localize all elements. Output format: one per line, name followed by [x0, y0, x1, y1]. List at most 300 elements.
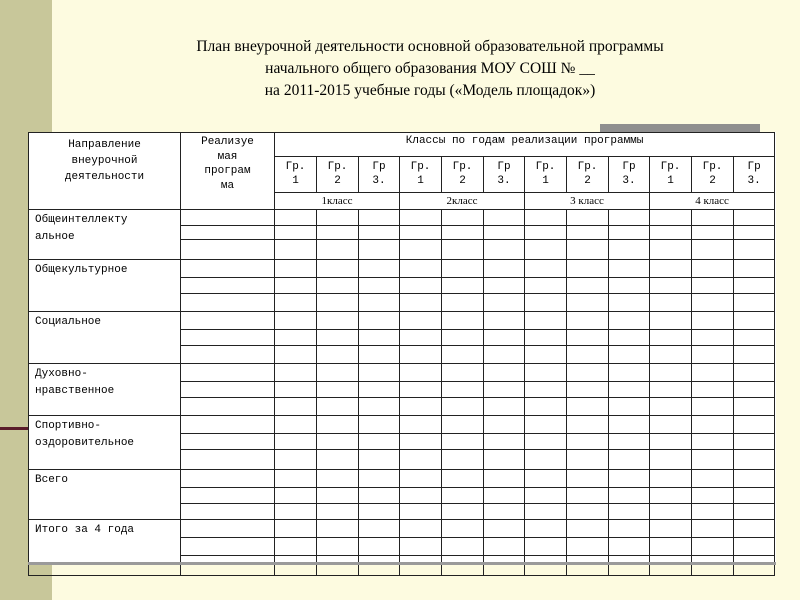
- class-cell: 1класс: [275, 193, 400, 210]
- data-cell: [609, 488, 650, 504]
- data-cell: [567, 312, 609, 330]
- header-direction: [29, 133, 181, 210]
- group-label: 3.: [747, 175, 761, 187]
- program-cell: [181, 240, 275, 260]
- program-cell: [181, 450, 275, 470]
- slide-title: [60, 36, 800, 102]
- data-cell: [359, 382, 400, 398]
- data-cell: [442, 346, 484, 364]
- row-label-line: Спортивно-: [35, 420, 102, 432]
- data-cell: [359, 556, 400, 576]
- data-cell: [609, 504, 650, 520]
- data-cell: [442, 260, 484, 278]
- data-cell: [650, 382, 692, 398]
- data-cell: [317, 364, 359, 382]
- data-cell: [275, 470, 317, 488]
- group-label: 1: [667, 175, 674, 187]
- group-label: 3.: [622, 175, 636, 187]
- data-cell: [692, 416, 734, 434]
- data-cell: [734, 210, 775, 226]
- data-cell: [484, 294, 525, 312]
- table-row: [29, 416, 775, 434]
- row-label: [29, 364, 181, 416]
- data-cell: [442, 434, 484, 450]
- data-cell: [525, 434, 567, 450]
- data-cell: [650, 556, 692, 576]
- data-cell: [650, 260, 692, 278]
- program-cell: [181, 364, 275, 382]
- data-cell: [734, 278, 775, 294]
- data-cell: [317, 226, 359, 240]
- data-cell: [609, 450, 650, 470]
- data-cell: [275, 488, 317, 504]
- data-cell: [525, 488, 567, 504]
- data-cell: [609, 294, 650, 312]
- data-cell: [275, 210, 317, 226]
- data-cell: [359, 416, 400, 434]
- data-cell: [317, 488, 359, 504]
- data-cell: [317, 312, 359, 330]
- data-cell: [567, 294, 609, 312]
- accent-bar: [600, 124, 760, 132]
- data-cell: [525, 450, 567, 470]
- row-label-line: Духовно-: [35, 368, 88, 380]
- data-cell: [400, 278, 442, 294]
- header-row: [29, 133, 775, 157]
- group-label: 2: [584, 175, 591, 187]
- data-cell: [525, 538, 567, 556]
- data-cell: [400, 434, 442, 450]
- data-cell: [442, 416, 484, 434]
- data-cell: [317, 382, 359, 398]
- data-cell: [484, 240, 525, 260]
- table-row: [29, 520, 775, 538]
- header-years: Классы по годам реализации программы: [275, 133, 775, 157]
- data-cell: [692, 294, 734, 312]
- data-cell: [734, 504, 775, 520]
- data-cell: [734, 240, 775, 260]
- data-cell: [567, 330, 609, 346]
- group-cell: [359, 157, 400, 193]
- program-cell: [181, 556, 275, 576]
- data-cell: [609, 312, 650, 330]
- data-cell: [484, 538, 525, 556]
- data-cell: [525, 382, 567, 398]
- data-cell: [734, 434, 775, 450]
- data-cell: [609, 364, 650, 382]
- data-cell: [317, 470, 359, 488]
- data-cell: [734, 556, 775, 576]
- data-cell: [567, 260, 609, 278]
- data-cell: [484, 278, 525, 294]
- data-cell: [400, 416, 442, 434]
- data-cell: [609, 330, 650, 346]
- data-cell: [317, 504, 359, 520]
- data-cell: [609, 278, 650, 294]
- data-cell: [359, 504, 400, 520]
- data-cell: [484, 504, 525, 520]
- data-cell: [359, 398, 400, 416]
- data-cell: [567, 210, 609, 226]
- data-cell: [609, 240, 650, 260]
- data-cell: [692, 382, 734, 398]
- group-label: Гр.: [327, 161, 348, 173]
- data-cell: [275, 240, 317, 260]
- program-cell: [181, 346, 275, 364]
- data-cell: [442, 538, 484, 556]
- data-cell: [525, 312, 567, 330]
- data-cell: [317, 416, 359, 434]
- row-label: [29, 520, 181, 576]
- data-cell: [484, 330, 525, 346]
- program-cell: [181, 538, 275, 556]
- data-cell: [734, 520, 775, 538]
- data-cell: [525, 226, 567, 240]
- data-cell: [692, 398, 734, 416]
- data-cell: [359, 312, 400, 330]
- data-cell: [359, 450, 400, 470]
- data-cell: [317, 278, 359, 294]
- data-cell: [359, 260, 400, 278]
- data-cell: [567, 434, 609, 450]
- group-label: Гр: [497, 161, 511, 173]
- data-cell: [525, 294, 567, 312]
- data-cell: [525, 330, 567, 346]
- data-cell: [442, 210, 484, 226]
- data-cell: [567, 520, 609, 538]
- group-label: Гр.: [452, 161, 473, 173]
- group-label: 2: [459, 175, 466, 187]
- header-program-line: ма: [220, 179, 235, 192]
- data-cell: [484, 226, 525, 240]
- data-cell: [692, 330, 734, 346]
- group-label: 1: [542, 175, 549, 187]
- data-cell: [484, 450, 525, 470]
- data-cell: [692, 450, 734, 470]
- row-label: [29, 210, 181, 260]
- data-cell: [400, 520, 442, 538]
- data-cell: [692, 210, 734, 226]
- class-cell: 3 класс: [525, 193, 650, 210]
- table-row: [29, 260, 775, 278]
- data-cell: [609, 398, 650, 416]
- row-label-line: Общекультурное: [35, 264, 128, 276]
- data-cell: [734, 538, 775, 556]
- data-cell: [317, 538, 359, 556]
- group-label: 3.: [372, 175, 386, 187]
- data-cell: [567, 398, 609, 416]
- data-cell: [567, 504, 609, 520]
- data-cell: [359, 278, 400, 294]
- data-cell: [734, 416, 775, 434]
- data-cell: [650, 210, 692, 226]
- data-cell: [567, 556, 609, 576]
- data-cell: [734, 364, 775, 382]
- data-cell: [275, 312, 317, 330]
- data-cell: [525, 240, 567, 260]
- group-cell: [484, 157, 525, 193]
- data-cell: [567, 364, 609, 382]
- data-cell: [650, 538, 692, 556]
- data-cell: [400, 470, 442, 488]
- data-cell: [609, 260, 650, 278]
- group-label: Гр.: [535, 161, 556, 173]
- data-cell: [525, 504, 567, 520]
- group-label: 3.: [497, 175, 511, 187]
- class-cell: 2класс: [400, 193, 525, 210]
- data-cell: [400, 398, 442, 416]
- data-cell: [359, 538, 400, 556]
- data-cell: [484, 556, 525, 576]
- data-cell: [442, 450, 484, 470]
- group-cell: [442, 157, 484, 193]
- data-cell: [275, 556, 317, 576]
- data-cell: [275, 416, 317, 434]
- program-cell: [181, 470, 275, 488]
- data-cell: [484, 470, 525, 488]
- group-cell: [650, 157, 692, 193]
- data-cell: [442, 312, 484, 330]
- data-cell: [442, 470, 484, 488]
- data-cell: [275, 294, 317, 312]
- program-cell: [181, 504, 275, 520]
- data-cell: [609, 434, 650, 450]
- data-cell: [692, 504, 734, 520]
- data-cell: [275, 450, 317, 470]
- data-cell: [567, 346, 609, 364]
- data-cell: [400, 210, 442, 226]
- data-cell: [317, 260, 359, 278]
- data-cell: [442, 240, 484, 260]
- data-cell: [567, 488, 609, 504]
- group-label: Гр.: [577, 161, 598, 173]
- data-cell: [442, 226, 484, 240]
- data-cell: [400, 488, 442, 504]
- data-cell: [484, 416, 525, 434]
- table-row: [29, 364, 775, 382]
- data-cell: [317, 450, 359, 470]
- data-cell: [359, 364, 400, 382]
- data-cell: [734, 260, 775, 278]
- data-cell: [609, 538, 650, 556]
- data-cell: [734, 312, 775, 330]
- data-cell: [275, 226, 317, 240]
- data-cell: [400, 364, 442, 382]
- data-cell: [400, 226, 442, 240]
- program-cell: [181, 294, 275, 312]
- data-cell: [650, 346, 692, 364]
- data-cell: [692, 538, 734, 556]
- data-cell: [442, 504, 484, 520]
- data-cell: [400, 450, 442, 470]
- data-cell: [525, 398, 567, 416]
- group-cell: [317, 157, 359, 193]
- data-cell: [567, 416, 609, 434]
- data-cell: [359, 226, 400, 240]
- data-cell: [317, 434, 359, 450]
- data-cell: [275, 260, 317, 278]
- data-cell: [275, 346, 317, 364]
- data-cell: [525, 470, 567, 488]
- data-cell: [400, 240, 442, 260]
- data-cell: [317, 520, 359, 538]
- header-direction-line: деятельности: [64, 171, 145, 183]
- program-cell: [181, 278, 275, 294]
- data-cell: [275, 330, 317, 346]
- data-cell: [359, 330, 400, 346]
- data-cell: [442, 330, 484, 346]
- data-cell: [609, 520, 650, 538]
- group-label: 1: [417, 175, 424, 187]
- data-cell: [650, 240, 692, 260]
- data-cell: [442, 278, 484, 294]
- data-cell: [650, 488, 692, 504]
- data-cell: [275, 504, 317, 520]
- row-label: [29, 470, 181, 520]
- data-cell: [484, 346, 525, 364]
- data-cell: [525, 520, 567, 538]
- data-cell: [650, 330, 692, 346]
- program-cell: [181, 434, 275, 450]
- plan-table: [28, 132, 775, 576]
- data-cell: [400, 312, 442, 330]
- group-cell: [692, 157, 734, 193]
- program-cell: [181, 330, 275, 346]
- data-cell: [650, 364, 692, 382]
- header-program-line: програм: [204, 165, 251, 177]
- row-label: [29, 312, 181, 364]
- data-cell: [567, 538, 609, 556]
- data-cell: [609, 226, 650, 240]
- data-cell: [525, 364, 567, 382]
- data-cell: [650, 470, 692, 488]
- group-cell: [525, 157, 567, 193]
- data-cell: [734, 226, 775, 240]
- data-cell: [734, 450, 775, 470]
- data-cell: [692, 312, 734, 330]
- table-row: [29, 312, 775, 330]
- data-cell: [692, 226, 734, 240]
- data-cell: [609, 382, 650, 398]
- data-cell: [692, 488, 734, 504]
- data-cell: [317, 398, 359, 416]
- program-cell: [181, 398, 275, 416]
- data-cell: [650, 398, 692, 416]
- data-cell: [525, 260, 567, 278]
- data-cell: [359, 294, 400, 312]
- data-cell: [734, 382, 775, 398]
- data-cell: [275, 278, 317, 294]
- program-cell: [181, 488, 275, 504]
- header-program-line: Реализуе: [201, 136, 254, 148]
- group-label: Гр: [622, 161, 636, 173]
- row-label-line: Итого за 4 года: [35, 524, 135, 536]
- data-cell: [400, 346, 442, 364]
- data-cell: [400, 538, 442, 556]
- header-program-line: мая: [217, 150, 238, 163]
- data-cell: [609, 416, 650, 434]
- row-label-line: оздоровительное: [35, 437, 135, 449]
- row-label: [29, 416, 181, 470]
- program-cell: [181, 520, 275, 538]
- group-cell: [734, 157, 775, 193]
- data-cell: [734, 398, 775, 416]
- data-cell: [484, 210, 525, 226]
- class-cell: 4 класс: [650, 193, 775, 210]
- data-cell: [734, 294, 775, 312]
- data-cell: [692, 240, 734, 260]
- data-cell: [442, 520, 484, 538]
- data-cell: [567, 240, 609, 260]
- data-cell: [359, 210, 400, 226]
- data-cell: [650, 226, 692, 240]
- group-label: 1: [292, 175, 299, 187]
- data-cell: [525, 210, 567, 226]
- data-cell: [692, 520, 734, 538]
- data-cell: [484, 398, 525, 416]
- program-cell: [181, 416, 275, 434]
- data-cell: [484, 520, 525, 538]
- data-cell: [359, 470, 400, 488]
- data-cell: [692, 470, 734, 488]
- title-line-2: начального общего образования МОУ СОШ № __: [265, 60, 595, 77]
- group-cell: [275, 157, 317, 193]
- title-line-1: План внеурочной деятельности основной образовательной программы: [196, 38, 664, 55]
- data-cell: [692, 364, 734, 382]
- data-cell: [275, 398, 317, 416]
- group-label: Гр: [372, 161, 386, 173]
- row-label-line: альное: [35, 231, 75, 243]
- data-cell: [317, 346, 359, 364]
- data-cell: [650, 450, 692, 470]
- data-cell: [484, 312, 525, 330]
- data-cell: [400, 556, 442, 576]
- data-cell: [442, 556, 484, 576]
- data-cell: [442, 488, 484, 504]
- data-cell: [692, 346, 734, 364]
- data-cell: [734, 488, 775, 504]
- data-cell: [484, 488, 525, 504]
- data-cell: [400, 260, 442, 278]
- data-cell: [692, 278, 734, 294]
- data-cell: [400, 382, 442, 398]
- data-cell: [442, 398, 484, 416]
- data-cell: [650, 278, 692, 294]
- data-cell: [567, 382, 609, 398]
- data-cell: [567, 470, 609, 488]
- row-label-line: нравственное: [35, 385, 115, 397]
- data-cell: [567, 450, 609, 470]
- header-direction-line: внеурочной: [71, 155, 138, 167]
- data-cell: [442, 364, 484, 382]
- data-cell: [525, 346, 567, 364]
- title-line-3: на 2011-2015 учебные годы («Модель площадок»): [264, 82, 596, 99]
- data-cell: [317, 330, 359, 346]
- data-cell: [275, 520, 317, 538]
- data-cell: [275, 382, 317, 398]
- data-cell: [692, 434, 734, 450]
- data-cell: [525, 556, 567, 576]
- data-cell: [317, 210, 359, 226]
- data-cell: [484, 434, 525, 450]
- data-cell: [317, 294, 359, 312]
- data-cell: [442, 294, 484, 312]
- group-label: Гр.: [285, 161, 306, 173]
- program-cell: [181, 260, 275, 278]
- row-label-line: Всего: [35, 474, 69, 486]
- data-cell: [650, 294, 692, 312]
- table-row: [29, 470, 775, 488]
